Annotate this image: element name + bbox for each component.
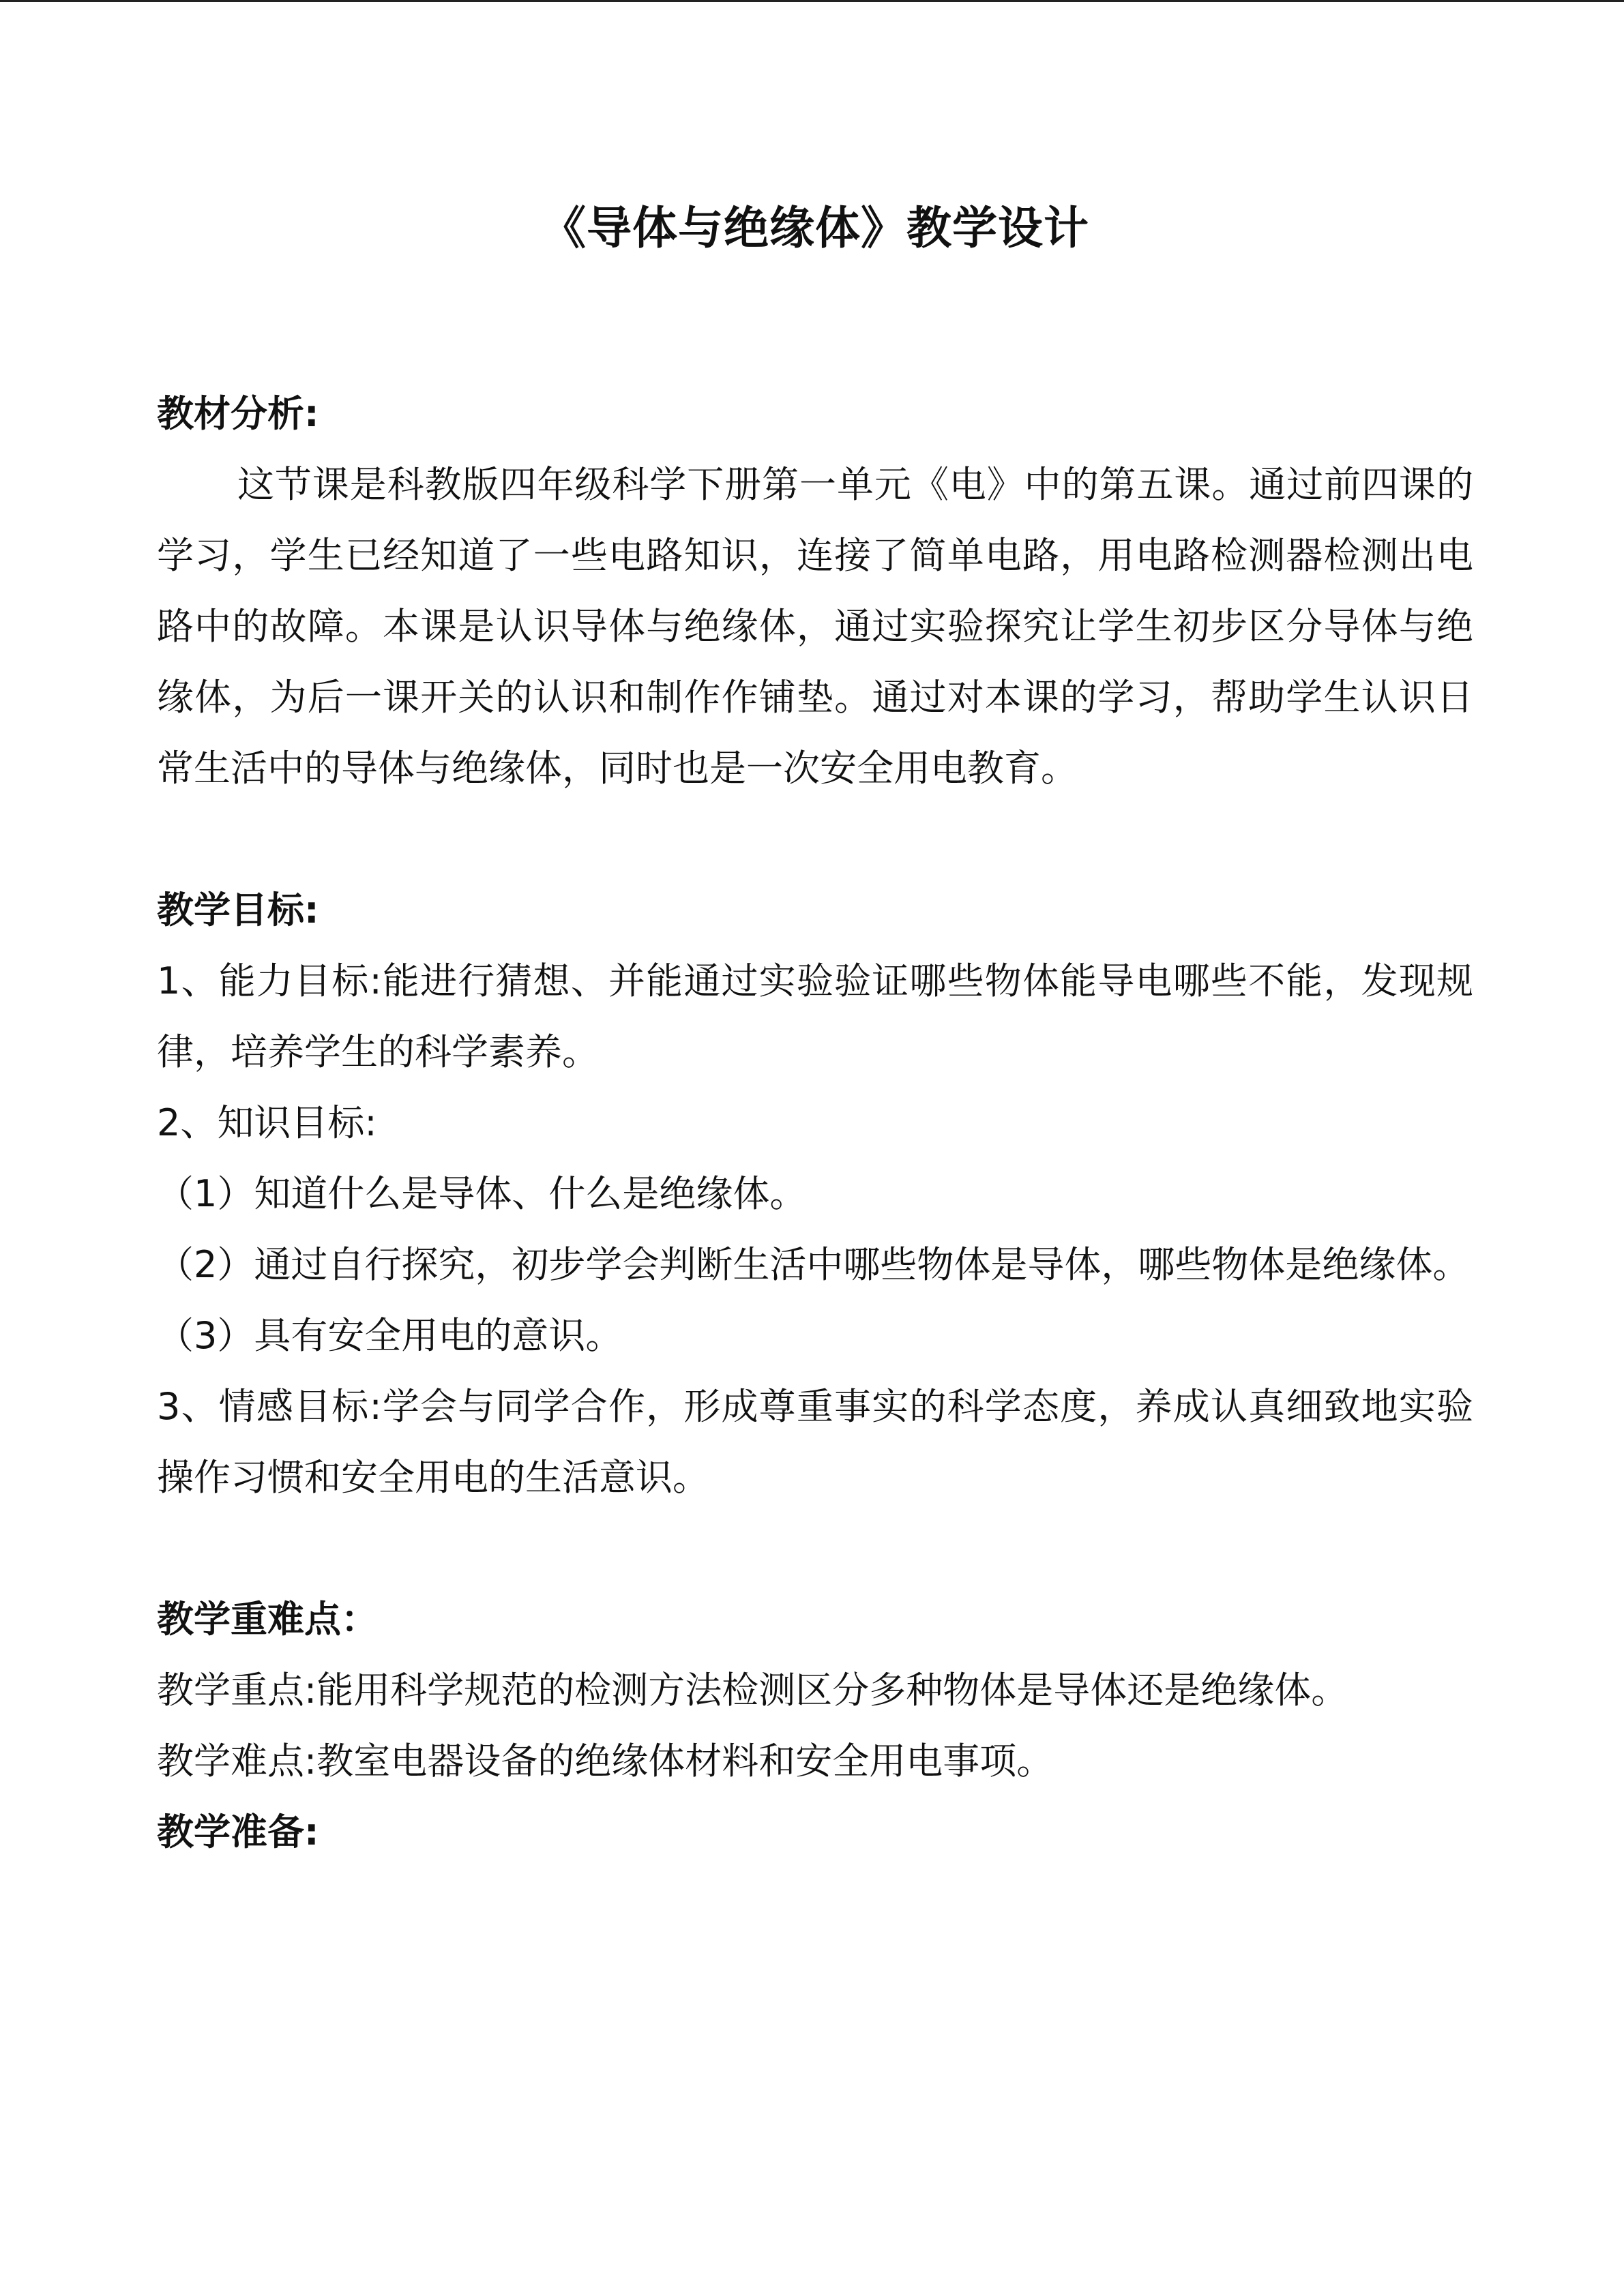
objective-item: （1）知道什么是导体、什么是绝缘体。	[157, 1172, 807, 1215]
objective-item: （3）具有安全用电的意识。	[157, 1314, 623, 1357]
objective-item: 2、知识目标:	[157, 1101, 377, 1144]
objectives-section	[157, 875, 1473, 1513]
key-points-section	[157, 1584, 1473, 1797]
teaching-focus: 教学重点:能用科学规范的检测方法检测区分多种物体是导体还是绝缘体。	[157, 1669, 1348, 1712]
analysis-heading: 教材分析:	[157, 392, 319, 435]
section-spacer	[157, 1513, 1473, 1584]
objective-item: 3、情感目标:学会与同学合作，形成尊重事实的科学态度，养成认真细致地实验操作习惯和安全用电的生活意识。	[157, 1385, 1473, 1499]
section-spacer	[157, 804, 1473, 875]
objectives-heading: 教学目标:	[157, 889, 319, 931]
preparation-section	[157, 1797, 1473, 1868]
teaching-difficulty: 教学难点:教室电器设备的绝缘体材料和安全用电事项。	[157, 1740, 1054, 1783]
objective-item: （2）通过自行探究，初步学会判断生活中哪些物体是导体，哪些物体是绝缘体。	[157, 1243, 1470, 1286]
document-page	[157, 194, 1473, 1868]
document-title: 《导体与绝缘体》教学设计	[541, 202, 1089, 254]
analysis-section	[157, 378, 1473, 804]
preparation-heading: 教学准备:	[157, 1810, 319, 1853]
key-points-heading: 教学重难点：	[157, 1598, 378, 1641]
objective-item: 1、能力目标:能进行猜想、并能通过实验验证哪些物体能导电哪些不能，发现规律，培养学生的科学素养。	[157, 959, 1473, 1073]
page-top-border	[0, 0, 1624, 2]
analysis-paragraph: 这节课是科教版四年级科学下册第一单元《电》中的第五课。通过前四课的学习，学生已经知道了一些电路知识，连接了简单电路，用电路检测器检测出电路中的故障。本课是认识导体与绝缘体，通过实验探究让学生初步区分导体与绝缘体，为后一课开关的认识和制作作铺垫。通过对本课的学习，帮助学生认识日常生活中的导体与绝缘体，同时也是一次安全用电教育。	[157, 463, 1473, 790]
